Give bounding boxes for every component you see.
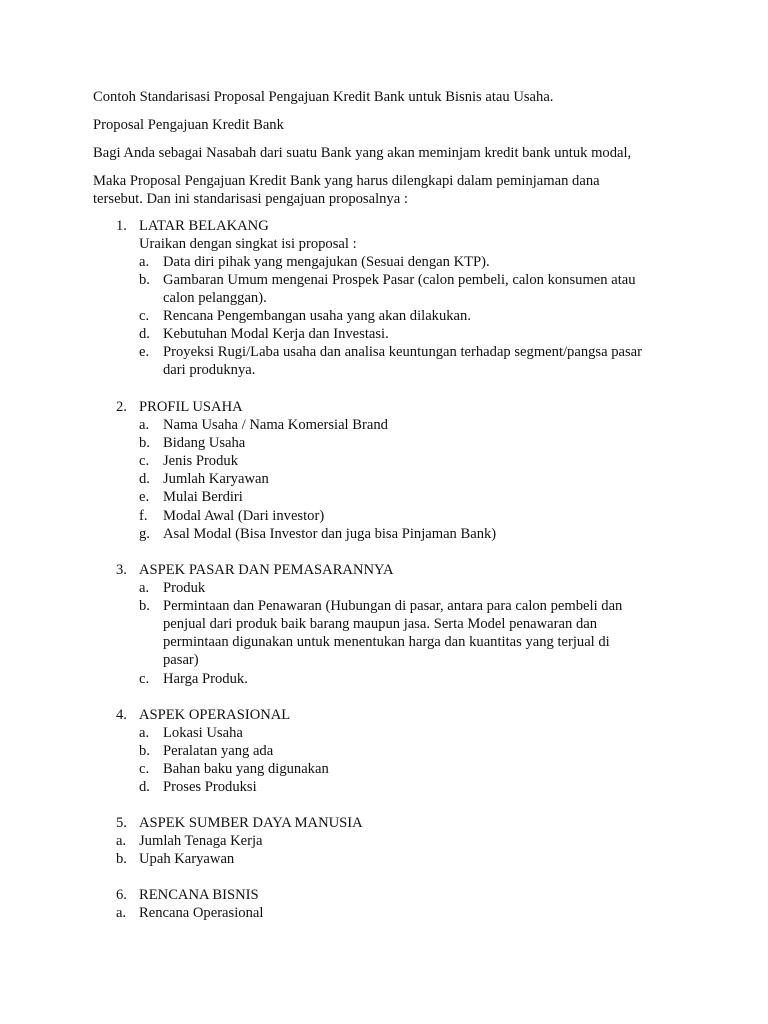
list-item-label: e. [139,344,150,360]
list-item-text: Asal Modal (Bisa Investor dan juga bisa Pinjaman Bank) [163,526,497,542]
list-item-label: f. [139,508,148,524]
section-1-title: LATAR BELAKANG [139,218,269,234]
list-item-label: d. [139,326,150,342]
list-item-text: Upah Karyawan [139,851,235,867]
intro-paragraph-2-line-1: Maka Proposal Pengajuan Kredit Bank yang harus dilengkapi dalam peminjaman dana [93,173,600,189]
list-item-label: c. [139,761,150,777]
list-item-text-continued: pasar) [163,652,199,668]
list-item-text: Modal Awal (Dari investor) [163,508,325,524]
list-item-label: d. [139,471,150,487]
list-item-text-continued: penjual dari produk baik barang maupun jasa. Serta Model penawaran dan [163,616,598,632]
intro-paragraph-1: Bagi Anda sebagai Nasabah dari suatu Bank yang akan meminjam kredit bank untuk modal, [93,145,632,161]
list-item-text: Bidang Usaha [163,435,246,451]
list-item-label: e. [139,489,150,505]
list-item-label: c. [139,671,150,687]
list-item-label: c. [139,453,150,469]
list-item-text: Jenis Produk [163,453,238,469]
section-3-title: ASPEK PASAR DAN PEMASARANNYA [139,562,394,578]
list-item-text: Rencana Pengembangan usaha yang akan dilakukan. [163,308,471,324]
section-2-title: PROFIL USAHA [139,399,243,415]
list-item-label: b. [116,851,127,867]
list-item-text: Produk [163,580,206,596]
section-5-title: ASPEK SUMBER DAYA MANUSIA [139,815,363,831]
document-subtitle: Proposal Pengajuan Kredit Bank [93,117,284,133]
list-item-label: b. [139,272,150,288]
list-item-label: a. [139,725,150,741]
list-item-text: Proyeksi Rugi/Laba usaha dan analisa keuntungan terhadap segment/pangsa pasar [163,344,643,360]
list-item-text: Jumlah Karyawan [163,471,269,487]
list-item-label: b. [139,435,150,451]
list-item-text: Mulai Berdiri [163,489,243,505]
list-item-text-continued: dari produknya. [163,362,256,378]
list-item-text: Data diri pihak yang mengajukan (Sesuai dengan KTP). [163,254,490,270]
section-6-title: RENCANA BISNIS [139,887,259,903]
list-item-label: b. [139,743,150,759]
intro-paragraph-2-line-2: tersebut. Dan ini standarisasi pengajuan proposalnya : [93,191,408,207]
section-1-number: 1. [116,218,127,234]
document-title-line: Contoh Standarisasi Proposal Pengajuan Kredit Bank untuk Bisnis atau Usaha. [93,89,554,105]
list-item-text: Bahan baku yang digunakan [163,761,329,777]
section-4-title: ASPEK OPERASIONAL [139,707,291,723]
list-item-text: Gambaran Umum mengenai Prospek Pasar (calon pembeli, calon konsumen atau [163,272,636,288]
list-item-label: a. [139,254,150,270]
list-item-text: Kebutuhan Modal Kerja dan Investasi. [163,326,389,342]
section-3-number: 3. [116,562,127,578]
section-5-number: 5. [116,815,127,831]
list-item-text: Nama Usaha / Nama Komersial Brand [163,417,388,433]
list-item-text: Permintaan dan Penawaran (Hubungan di pasar, antara para calon pembeli dan [163,598,623,614]
section-4-number: 4. [116,707,127,723]
list-item-label: c. [139,308,150,324]
list-item-text: Rencana Operasional [139,905,264,921]
list-item-text-continued: permintaan digunakan untuk menentukan harga dan kuantitas yang terjual di [163,634,610,650]
list-item-label: a. [116,905,127,921]
section-2-number: 2. [116,399,127,415]
list-item-text-continued: calon pelanggan). [163,290,267,306]
list-item-label: b. [139,598,150,614]
list-item-label: a. [116,833,127,849]
list-item-label: d. [139,779,150,795]
list-item-text: Lokasi Usaha [163,725,243,741]
list-item-text: Proses Produksi [163,779,257,795]
section-1-lead: Uraikan dengan singkat isi proposal : [139,236,357,252]
list-item-label: a. [139,417,150,433]
list-item-label: g. [139,526,150,542]
list-item-text: Jumlah Tenaga Kerja [139,833,263,849]
section-6-number: 6. [116,887,127,903]
list-item-text: Harga Produk. [163,671,248,687]
list-item-label: a. [139,580,150,596]
list-item-text: Peralatan yang ada [163,743,274,759]
